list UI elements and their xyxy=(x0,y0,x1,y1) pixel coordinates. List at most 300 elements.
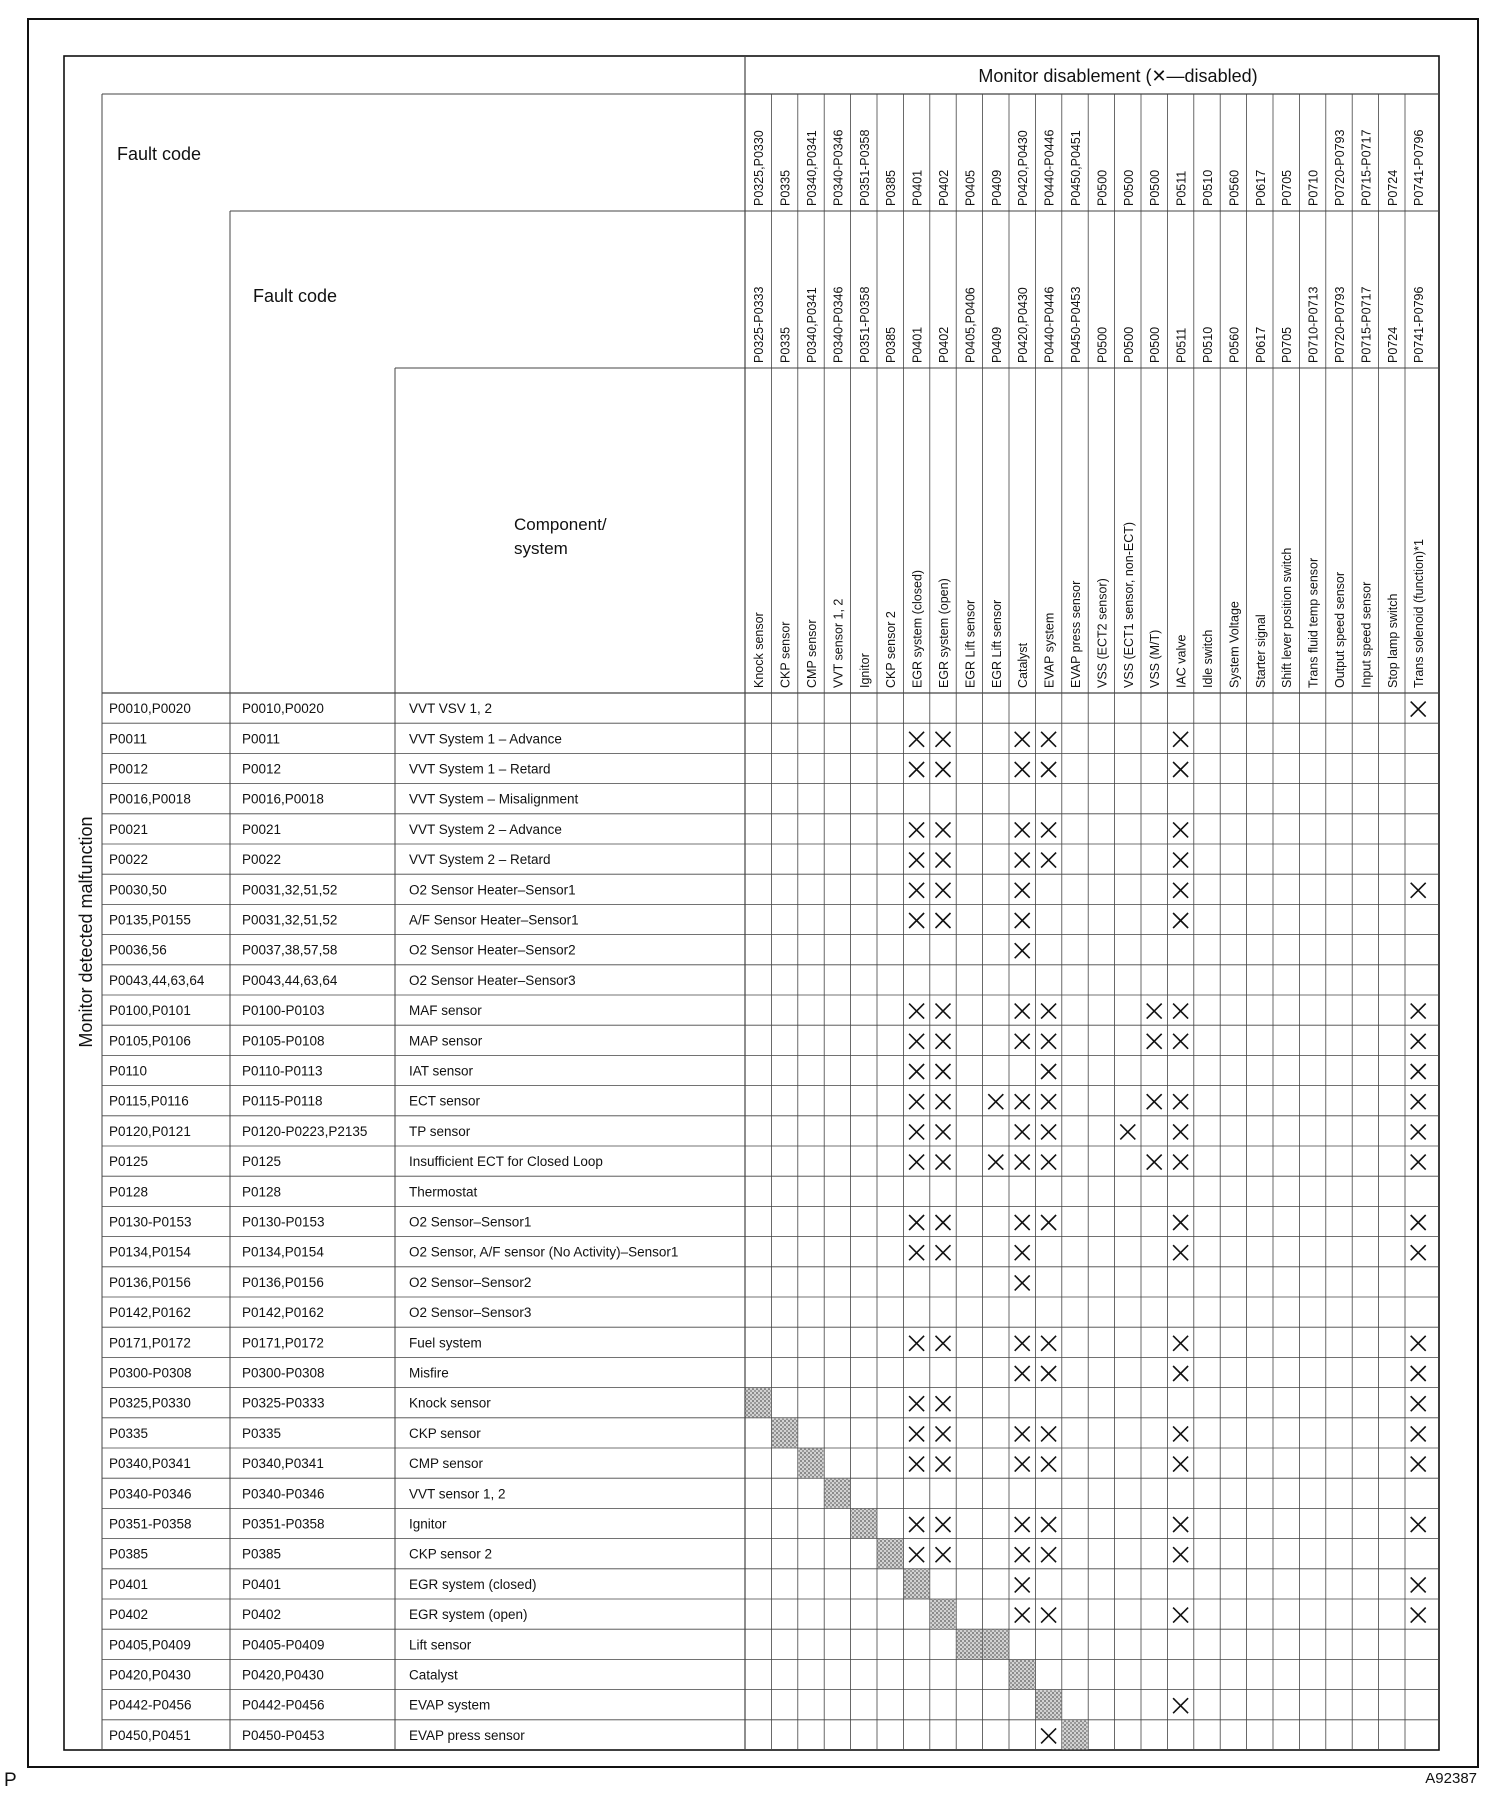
disabled-mark xyxy=(1015,943,1030,958)
column-code-primary: P0720-P0793 xyxy=(1333,129,1347,206)
row-fault-code-primary: P0100,P0101 xyxy=(109,1003,191,1019)
disabled-mark xyxy=(1015,1124,1030,1139)
column-component-name: Trans solenoid (function)*1 xyxy=(1412,539,1427,688)
column-code-secondary: P0450-P0453 xyxy=(1069,286,1083,363)
row-component-name: O2 Sensor–Sensor1 xyxy=(409,1214,532,1230)
disabled-mark xyxy=(1173,1608,1188,1623)
row-component-name: Insufficient ECT for Closed Loop xyxy=(409,1154,603,1170)
shaded-cell xyxy=(1036,1690,1061,1719)
column-component-name: Ignitor xyxy=(857,653,872,688)
column-component-name: Input speed sensor xyxy=(1359,581,1374,688)
disabled-mark xyxy=(936,1215,951,1230)
disabled-mark xyxy=(936,822,951,837)
disabled-mark xyxy=(1173,883,1188,898)
column-code-primary: P0325,P0330 xyxy=(752,130,767,206)
row-fault-code-secondary: P0010,P0020 xyxy=(242,701,324,717)
row-component-name: A/F Sensor Heater–Sensor1 xyxy=(409,912,579,928)
row-fault-code-secondary: P0012 xyxy=(242,761,282,777)
column-component-name: VSS (ECT1 sensor, non-ECT) xyxy=(1121,521,1136,688)
row-fault-code-secondary: P0401 xyxy=(242,1576,282,1592)
row-fault-code-primary: P0405,P0409 xyxy=(109,1637,191,1653)
row-component-name: CKP sensor xyxy=(409,1425,481,1441)
disabled-mark xyxy=(1015,1215,1030,1230)
row-component-name: VVT System – Misalignment xyxy=(409,791,579,807)
column-code-primary: P0560 xyxy=(1227,169,1242,206)
column-code-primary: P0617 xyxy=(1253,169,1268,206)
disabled-mark xyxy=(1015,1577,1030,1592)
column-code-primary: P0440-P0446 xyxy=(1042,129,1057,206)
disabled-mark xyxy=(909,913,924,928)
column-code-secondary: P0710-P0713 xyxy=(1306,286,1321,363)
row-fault-code-secondary: P0022 xyxy=(242,852,282,868)
disabled-mark xyxy=(1015,732,1030,747)
row-fault-code-secondary: P0450-P0453 xyxy=(242,1727,325,1743)
disabled-mark xyxy=(909,1004,924,1019)
column-component-name: VSS (ECT2 sensor) xyxy=(1095,578,1110,688)
disabled-mark xyxy=(1041,762,1056,777)
disabled-mark xyxy=(936,1004,951,1019)
row-fault-code-secondary: P0115-P0118 xyxy=(242,1093,323,1109)
disabled-mark xyxy=(1015,883,1030,898)
row-fault-code-secondary: P0125 xyxy=(242,1154,282,1170)
disabled-mark xyxy=(936,883,951,898)
column-code-primary: P0340-P0346 xyxy=(831,129,846,206)
disabled-mark xyxy=(1015,822,1030,837)
disabled-mark xyxy=(1041,732,1056,747)
row-component-name: O2 Sensor Heater–Sensor1 xyxy=(409,882,576,898)
column-code-secondary: P0510 xyxy=(1201,326,1215,363)
disabled-mark xyxy=(1041,1366,1056,1381)
disabled-mark xyxy=(1041,1457,1056,1472)
row-component-name: VVT System 1 – Advance xyxy=(409,731,562,747)
disabled-mark xyxy=(1173,1457,1188,1472)
row-component-name: EGR system (open) xyxy=(409,1607,528,1623)
column-code-secondary: P0715-P0717 xyxy=(1359,286,1374,363)
row-fault-code-primary: P0171,P0172 xyxy=(109,1335,191,1351)
fault-code-label-secondary: Fault code xyxy=(253,286,338,306)
column-code-secondary: P0617 xyxy=(1253,326,1268,363)
disabled-mark xyxy=(909,1155,924,1170)
row-component-name: Knock sensor xyxy=(409,1395,491,1411)
shaded-cell xyxy=(772,1418,797,1447)
disabled-mark xyxy=(936,1396,951,1411)
column-code-primary: P0401 xyxy=(910,169,925,206)
disabled-mark xyxy=(909,1034,924,1049)
disabled-mark xyxy=(1411,1245,1426,1260)
row-component-name: VVT System 2 – Advance xyxy=(409,821,562,837)
disabled-mark xyxy=(1041,1728,1056,1743)
row-fault-code-primary: P0134,P0154 xyxy=(109,1244,191,1260)
disabled-mark xyxy=(1015,1457,1030,1472)
column-code-secondary: P0385 xyxy=(884,326,899,363)
row-fault-code-secondary: P0340,P0341 xyxy=(242,1456,324,1472)
column-component-name: Trans fluid temp sensor xyxy=(1306,557,1321,688)
disabled-mark xyxy=(1041,1547,1056,1562)
row-fault-code-secondary: P0120-P0223,P2135 xyxy=(242,1123,368,1139)
column-code-primary: P0741-P0796 xyxy=(1412,129,1427,206)
column-code-primary: P0335 xyxy=(778,169,793,206)
column-component-name: EGR system (open) xyxy=(937,578,951,688)
row-component-name: CMP sensor xyxy=(409,1456,484,1472)
row-fault-code-primary: P0022 xyxy=(109,852,149,868)
row-fault-code-secondary: P0300-P0308 xyxy=(242,1365,325,1381)
fault-code-label-primary: Fault code xyxy=(117,144,202,164)
disabled-mark xyxy=(909,822,924,837)
disabled-mark xyxy=(1173,1517,1188,1532)
row-fault-code-secondary: P0105-P0108 xyxy=(242,1033,325,1049)
disabled-mark xyxy=(936,1245,951,1260)
shaded-cell xyxy=(930,1600,955,1629)
row-fault-code-primary: P0420,P0430 xyxy=(109,1667,191,1683)
row-component-name: VVT System 2 – Retard xyxy=(409,852,551,868)
column-component-name: Output speed sensor xyxy=(1333,571,1347,688)
disabled-mark xyxy=(1173,1215,1188,1230)
column-code-primary: P0420,P0430 xyxy=(1016,130,1031,206)
disabled-mark xyxy=(909,1215,924,1230)
column-headers xyxy=(752,129,1426,688)
disabled-mark xyxy=(1015,853,1030,868)
disabled-mark xyxy=(1173,1426,1188,1441)
column-code-primary: P0705 xyxy=(1280,169,1295,206)
column-code-primary: P0385 xyxy=(884,169,899,206)
row-component-name: IAT sensor xyxy=(409,1063,474,1079)
row-component-name: Lift sensor xyxy=(409,1637,472,1653)
row-fault-code-primary: P0385 xyxy=(109,1546,149,1562)
disabled-mark xyxy=(909,732,924,747)
row-component-name: O2 Sensor Heater–Sensor2 xyxy=(409,942,576,958)
row-fault-code-primary: P0130-P0153 xyxy=(109,1214,192,1230)
row-fault-code-secondary: P0016,P0018 xyxy=(242,791,324,807)
row-fault-code-primary: P0030,50 xyxy=(109,882,167,898)
row-component-name: Catalyst xyxy=(409,1667,458,1683)
disabled-mark xyxy=(909,1396,924,1411)
column-code-secondary: P0351-P0358 xyxy=(857,286,872,363)
disabled-mark xyxy=(1173,1366,1188,1381)
row-component-name: EVAP press sensor xyxy=(409,1727,525,1743)
disabled-mark xyxy=(988,1094,1003,1109)
disabled-mark xyxy=(1173,762,1188,777)
disabled-mark xyxy=(1120,1124,1135,1139)
column-component-name: Idle switch xyxy=(1201,629,1215,688)
disabled-mark xyxy=(936,1155,951,1170)
disabled-mark xyxy=(909,1064,924,1079)
disabled-mark xyxy=(1015,1004,1030,1019)
row-fault-code-secondary: P0134,P0154 xyxy=(242,1244,324,1260)
row-component-name: EGR system (closed) xyxy=(409,1576,537,1592)
column-code-secondary: P0720-P0793 xyxy=(1333,286,1347,363)
disabled-mark xyxy=(936,1547,951,1562)
disabled-mark xyxy=(936,853,951,868)
disabled-mark xyxy=(1147,1004,1162,1019)
row-fault-code-secondary: P0142,P0162 xyxy=(242,1305,324,1321)
disablement-title: Monitor disablement (✕—disabled) xyxy=(978,66,1258,86)
disabled-mark xyxy=(988,1155,1003,1170)
disabled-mark xyxy=(1173,1155,1188,1170)
table-header xyxy=(76,66,1258,1048)
column-component-name: Shift lever position switch xyxy=(1280,547,1295,688)
shaded-cell xyxy=(878,1539,903,1568)
row-component-name: Misfire xyxy=(409,1365,449,1381)
column-component-name: Catalyst xyxy=(1016,642,1031,688)
disabled-mark xyxy=(1411,1124,1426,1139)
row-fault-code-secondary: P0110-P0113 xyxy=(242,1063,323,1079)
disabled-mark xyxy=(936,1457,951,1472)
disabled-mark xyxy=(1041,1064,1056,1079)
column-code-primary: P0500 xyxy=(1095,169,1110,206)
disabled-mark xyxy=(909,1124,924,1139)
disabled-mark xyxy=(1147,1034,1162,1049)
disabled-mark xyxy=(936,1064,951,1079)
disabled-mark xyxy=(1041,1426,1056,1441)
column-code-primary: P0724 xyxy=(1385,169,1400,206)
row-fault-code-primary: P0105,P0106 xyxy=(109,1033,191,1049)
disabled-mark xyxy=(1015,1336,1030,1351)
disabled-mark xyxy=(1411,1034,1426,1049)
disabled-mark xyxy=(1015,913,1030,928)
row-fault-code-secondary: P0128 xyxy=(242,1184,282,1200)
disabled-mark xyxy=(936,1426,951,1441)
disabled-mark xyxy=(909,883,924,898)
column-code-primary: P0405 xyxy=(963,169,978,206)
row-fault-code-primary: P0012 xyxy=(109,761,149,777)
column-code-secondary: P0340-P0346 xyxy=(831,286,846,363)
row-fault-code-primary: P0125 xyxy=(109,1154,149,1170)
disabled-mark xyxy=(936,732,951,747)
disabled-mark xyxy=(1173,913,1188,928)
disabled-mark xyxy=(1015,762,1030,777)
disabled-mark xyxy=(936,1336,951,1351)
column-code-primary: P0715-P0717 xyxy=(1359,129,1374,206)
column-code-secondary: P0440-P0446 xyxy=(1042,286,1057,363)
disabled-mark xyxy=(1015,1275,1030,1290)
disabled-mark xyxy=(1173,1698,1188,1713)
disabled-mark xyxy=(909,1547,924,1562)
disabled-mark xyxy=(1041,1608,1056,1623)
row-component-name: O2 Sensor–Sensor3 xyxy=(409,1305,532,1321)
row-component-name: TP sensor xyxy=(409,1123,471,1139)
column-code-primary: P0450,P0451 xyxy=(1069,130,1083,206)
row-fault-code-primary: P0300-P0308 xyxy=(109,1365,192,1381)
component-label-line1: Component/ xyxy=(514,515,607,534)
disabled-mark xyxy=(1041,1034,1056,1049)
row-headers xyxy=(109,701,678,1743)
row-fault-code-primary: P0115,P0116 xyxy=(109,1093,189,1109)
column-code-secondary: P0325-P0333 xyxy=(752,286,767,363)
disabled-mark xyxy=(1411,1426,1426,1441)
disabled-mark xyxy=(936,762,951,777)
row-fault-code-primary: P0442-P0456 xyxy=(109,1697,192,1713)
column-component-name: CKP sensor 2 xyxy=(884,611,899,688)
row-fault-code-secondary: P0325-P0333 xyxy=(242,1395,325,1411)
row-fault-code-primary: P0136,P0156 xyxy=(109,1274,191,1290)
disabled-mark xyxy=(1173,1094,1188,1109)
disabled-mark xyxy=(1173,853,1188,868)
column-component-name: System Voltage xyxy=(1227,601,1242,688)
disabled-mark xyxy=(1015,1608,1030,1623)
row-fault-code-secondary: P0100-P0103 xyxy=(242,1003,325,1019)
column-component-name: EVAP system xyxy=(1042,612,1057,688)
row-component-name: VVT sensor 1, 2 xyxy=(409,1486,506,1502)
row-fault-code-secondary: P0420,P0430 xyxy=(242,1667,324,1683)
component-label-line2: system xyxy=(514,539,568,558)
disabled-mark xyxy=(1173,1034,1188,1049)
row-fault-code-secondary: P0031,32,51,52 xyxy=(242,882,338,898)
shaded-cell xyxy=(957,1630,982,1659)
shaded-cell xyxy=(904,1569,929,1598)
row-component-name: CKP sensor 2 xyxy=(409,1546,493,1562)
disabled-mark xyxy=(1411,1608,1426,1623)
column-code-primary: P0510 xyxy=(1201,169,1215,206)
row-fault-code-secondary: P0043,44,63,64 xyxy=(242,972,338,988)
disabled-mark xyxy=(936,1124,951,1139)
disabled-mark xyxy=(1411,1094,1426,1109)
disabled-mark xyxy=(1173,1547,1188,1562)
column-component-name: VSS (M/T) xyxy=(1148,629,1163,688)
row-fault-code-secondary: P0037,38,57,58 xyxy=(242,942,338,958)
disabled-mark xyxy=(909,1517,924,1532)
row-component-name: Fuel system xyxy=(409,1335,482,1351)
disabled-mark xyxy=(1411,1396,1426,1411)
row-fault-code-primary: P0402 xyxy=(109,1607,149,1623)
row-fault-code-secondary: P0442-P0456 xyxy=(242,1697,325,1713)
column-code-primary: P0500 xyxy=(1148,169,1163,206)
disabled-mark xyxy=(1173,1336,1188,1351)
row-component-name: O2 Sensor Heater–Sensor3 xyxy=(409,972,576,988)
row-fault-code-primary: P0010,P0020 xyxy=(109,701,191,717)
disabled-mark xyxy=(1173,1124,1188,1139)
column-component-name: EGR Lift sensor xyxy=(989,599,1004,688)
disabled-mark xyxy=(1411,1215,1426,1230)
disabled-mark xyxy=(936,1517,951,1532)
column-code-secondary: P0500 xyxy=(1121,326,1136,363)
disabled-mark xyxy=(1015,1155,1030,1170)
column-component-name: CKP sensor xyxy=(778,621,793,688)
disabled-mark xyxy=(1147,1094,1162,1109)
disabled-mark xyxy=(936,1034,951,1049)
column-code-secondary: P0500 xyxy=(1148,326,1163,363)
row-component-name: EVAP system xyxy=(409,1697,491,1713)
disabled-mark xyxy=(1015,1366,1030,1381)
column-code-secondary: P0741-P0796 xyxy=(1412,286,1427,363)
disabled-mark xyxy=(1015,1094,1030,1109)
column-code-secondary: P0402 xyxy=(937,326,951,363)
row-fault-code-primary: P0043,44,63,64 xyxy=(109,972,205,988)
disabled-mark xyxy=(909,1426,924,1441)
row-component-name: Thermostat xyxy=(409,1184,478,1200)
disabled-mark xyxy=(909,1094,924,1109)
column-component-name: IAC valve xyxy=(1174,634,1189,688)
disabled-mark xyxy=(1041,1124,1056,1139)
column-component-name: EGR Lift sensor xyxy=(963,599,978,688)
column-code-secondary: P0405,P0406 xyxy=(963,287,978,363)
disabled-mark xyxy=(1411,1517,1426,1532)
disabled-mark xyxy=(1411,1457,1426,1472)
shaded-cell xyxy=(1010,1660,1035,1689)
column-code-secondary: P0401 xyxy=(910,326,925,363)
column-code-secondary: P0500 xyxy=(1095,326,1110,363)
shaded-cell xyxy=(983,1630,1008,1659)
row-component-name: VVT VSV 1, 2 xyxy=(409,701,493,717)
shaded-cell xyxy=(746,1388,771,1417)
disabled-mark xyxy=(1411,702,1426,717)
page-mark: P xyxy=(4,1770,17,1791)
disabled-mark xyxy=(909,762,924,777)
disabled-mark xyxy=(909,1245,924,1260)
disabled-mark xyxy=(1015,1517,1030,1532)
row-fault-code-secondary: P0335 xyxy=(242,1425,282,1441)
row-fault-code-secondary: P0031,32,51,52 xyxy=(242,912,338,928)
disabled-mark xyxy=(909,1336,924,1351)
disabled-mark xyxy=(1411,1064,1426,1079)
row-fault-code-secondary: P0021 xyxy=(242,821,282,837)
disabled-mark xyxy=(1411,1004,1426,1019)
disabled-mark xyxy=(1041,1094,1056,1109)
disabled-mark xyxy=(909,853,924,868)
column-component-name: Knock sensor xyxy=(752,612,767,688)
disabled-mark xyxy=(909,1457,924,1472)
column-component-name: EGR system (closed) xyxy=(910,569,925,688)
column-code-primary: P0402 xyxy=(937,169,951,206)
column-code-primary: P0710 xyxy=(1306,169,1321,206)
disabled-mark xyxy=(1411,1336,1426,1351)
row-component-name: VVT System 1 – Retard xyxy=(409,761,551,777)
row-fault-code-primary: P0340-P0346 xyxy=(109,1486,192,1502)
disabled-mark xyxy=(1411,1577,1426,1592)
row-component-name: O2 Sensor, A/F sensor (No Activity)–Sensor1 xyxy=(409,1244,679,1260)
disabled-mark xyxy=(936,913,951,928)
disabled-mark xyxy=(1173,1245,1188,1260)
disabled-mark xyxy=(936,1094,951,1109)
column-code-primary: P0409 xyxy=(989,169,1004,206)
disabled-mark xyxy=(1411,1366,1426,1381)
row-fault-code-secondary: P0136,P0156 xyxy=(242,1274,324,1290)
row-component-name: MAF sensor xyxy=(409,1003,482,1019)
disabled-mark xyxy=(1041,853,1056,868)
disabled-mark xyxy=(1015,1426,1030,1441)
figure-id: A92387 xyxy=(1425,1770,1477,1787)
row-fault-code-primary: P0110 xyxy=(109,1063,148,1079)
row-fault-code-secondary: P0402 xyxy=(242,1607,282,1623)
row-fault-code-secondary: P0351-P0358 xyxy=(242,1516,325,1532)
row-fault-code-primary: P0021 xyxy=(109,821,149,837)
disabled-mark xyxy=(1173,732,1188,747)
row-component-name: O2 Sensor–Sensor2 xyxy=(409,1274,532,1290)
disabled-mark xyxy=(1015,1034,1030,1049)
shaded-cell xyxy=(825,1479,850,1508)
disabled-mark xyxy=(1041,1155,1056,1170)
disabled-mark xyxy=(1041,1004,1056,1019)
column-code-secondary: P0340,P0341 xyxy=(805,287,819,363)
column-code-secondary: P0724 xyxy=(1385,326,1400,363)
column-code-secondary: P0335 xyxy=(778,326,793,363)
row-component-name: ECT sensor xyxy=(409,1093,481,1109)
row-fault-code-secondary: P0405-P0409 xyxy=(242,1637,325,1653)
row-fault-code-primary: P0120,P0121 xyxy=(109,1123,191,1139)
shaded-cell xyxy=(851,1509,876,1538)
disabled-mark xyxy=(1147,1155,1162,1170)
row-fault-code-primary: P0340,P0341 xyxy=(109,1456,191,1472)
column-component-name: Stop lamp switch xyxy=(1385,593,1400,688)
row-fault-code-secondary: P0385 xyxy=(242,1546,282,1562)
row-fault-code-primary: P0351-P0358 xyxy=(109,1516,192,1532)
row-fault-code-primary: P0135,P0155 xyxy=(109,912,191,928)
row-fault-code-primary: P0142,P0162 xyxy=(109,1305,191,1321)
column-code-primary: P0340,P0341 xyxy=(805,130,819,206)
row-fault-code-secondary: P0011 xyxy=(242,731,281,747)
column-component-name: VVT sensor 1, 2 xyxy=(831,598,846,688)
column-code-secondary: P0511 xyxy=(1174,327,1189,363)
disabled-mark xyxy=(1041,822,1056,837)
